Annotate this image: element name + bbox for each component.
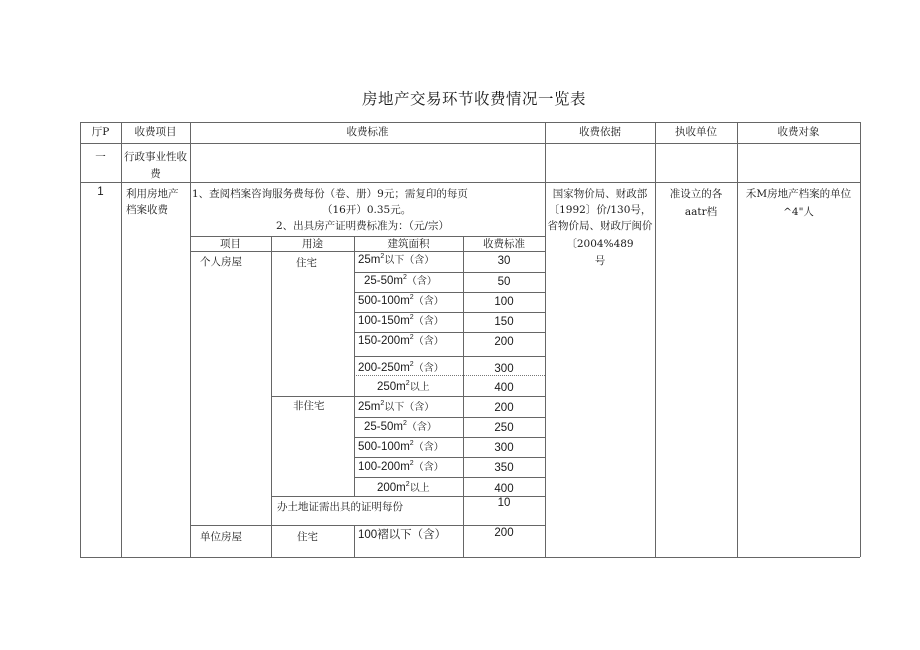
standard-line3: 2、出具房产证明费标准为：（元/宗）	[276, 220, 449, 232]
fee-header-project: 项目	[220, 238, 241, 250]
section-no: 一	[95, 151, 106, 163]
basis-line3: 省物价局、财政厅闽价	[547, 220, 653, 232]
land-cert-label: 办土地证需出具的证明每份	[277, 501, 403, 513]
collector-line1: 准设立的各	[669, 188, 723, 200]
section-name-line2: 费	[150, 168, 161, 180]
target-line1: 禾M房地产档案的单位	[745, 188, 852, 200]
header-basis: 收费依据	[579, 126, 621, 138]
section-name-line1: 行政事业性收	[124, 151, 187, 163]
fee-header-use: 用途	[302, 238, 323, 250]
residential-fee-7: 400	[494, 382, 514, 394]
nonresidential-area-4: $100-200m^2$（含）	[358, 460, 444, 473]
residential-area-3: $500-100m^2$（含）	[358, 294, 444, 307]
residential-area-7: $250m^2$以上	[377, 380, 430, 393]
basis-line2: 〔1992〕价/130号，	[548, 204, 652, 216]
standard-line2: （16开）0.35元。	[322, 204, 412, 216]
nonresidential-area-3: $500-100m^2$（含）	[358, 440, 444, 453]
land-cert-fee: 10	[497, 497, 511, 509]
nonresidential-fee-5: 400	[494, 483, 514, 495]
residential-fee-6: 300	[494, 363, 514, 375]
item-name-line2: 档案收费	[126, 204, 168, 216]
residential-fee-4: 150	[494, 316, 514, 328]
fee-header-area: 建筑面积	[387, 238, 430, 250]
residential-area-2: $25-50m^2$（含）	[364, 274, 437, 287]
item-name-line1: 利用房地产	[126, 188, 179, 200]
header-target: 收费对象	[777, 126, 820, 138]
residential-fee-1: 30	[497, 255, 511, 267]
basis-line1: 国家物价局、财政部	[552, 188, 648, 200]
residential-fee-3: 100	[494, 296, 514, 308]
nonresidential-fee-1: 200	[494, 402, 514, 414]
nonresidential-fee-3: 300	[494, 442, 514, 454]
nonresidential-fee-4: 350	[494, 462, 514, 474]
header-standard: 收费标准	[346, 126, 389, 138]
unit-house-label: 单位房屋	[200, 531, 242, 543]
nonresidential-area-2: $25-50m^2$（含）	[364, 420, 437, 433]
target-line2: ^4"人	[783, 206, 814, 218]
basis-line4: 〔2004%489	[566, 238, 634, 250]
residential-area-6: $200-250m^2$（含）	[358, 361, 444, 374]
nonresidential-fee-2: 250	[494, 422, 514, 434]
header-index: 厅P	[91, 126, 110, 138]
standard-line1: 1、查阅档案咨询服务费每份（卷、册）9元；需复印的每页	[192, 188, 468, 200]
residential-label: 住宅	[296, 257, 317, 269]
residential-fee-2: 50	[497, 276, 511, 288]
residential-area-4: $100-150m^2$（含）	[358, 314, 444, 327]
unit-fee: 200	[494, 527, 514, 539]
personal-house-label: 个人房屋	[200, 256, 242, 268]
nonresidential-label: 非住宅	[293, 400, 325, 412]
item-no: 1	[97, 186, 104, 198]
residential-area-1: $25m^2$以下（含）	[358, 253, 435, 266]
basis-line5: 号	[594, 255, 606, 267]
fee-header-fee: 收费标准	[483, 238, 525, 250]
header-item: 收费项目	[134, 126, 177, 138]
nonresidential-area-5: $200m^2$以上	[377, 481, 430, 494]
nonresidential-area-1: $25m^2$以下（含）	[358, 400, 435, 413]
collector-line2: aatr档	[684, 206, 718, 218]
unit-area: 100褶以下（含）	[358, 529, 447, 541]
unit-residential-label: 住宅	[297, 531, 318, 543]
header-collector: 执收单位	[675, 126, 717, 138]
residential-fee-5: 200	[494, 336, 514, 348]
document-title: 房地产交易环节收费情况一览表	[362, 90, 587, 108]
residential-area-5: $150-200m^2$（含）	[358, 334, 444, 347]
